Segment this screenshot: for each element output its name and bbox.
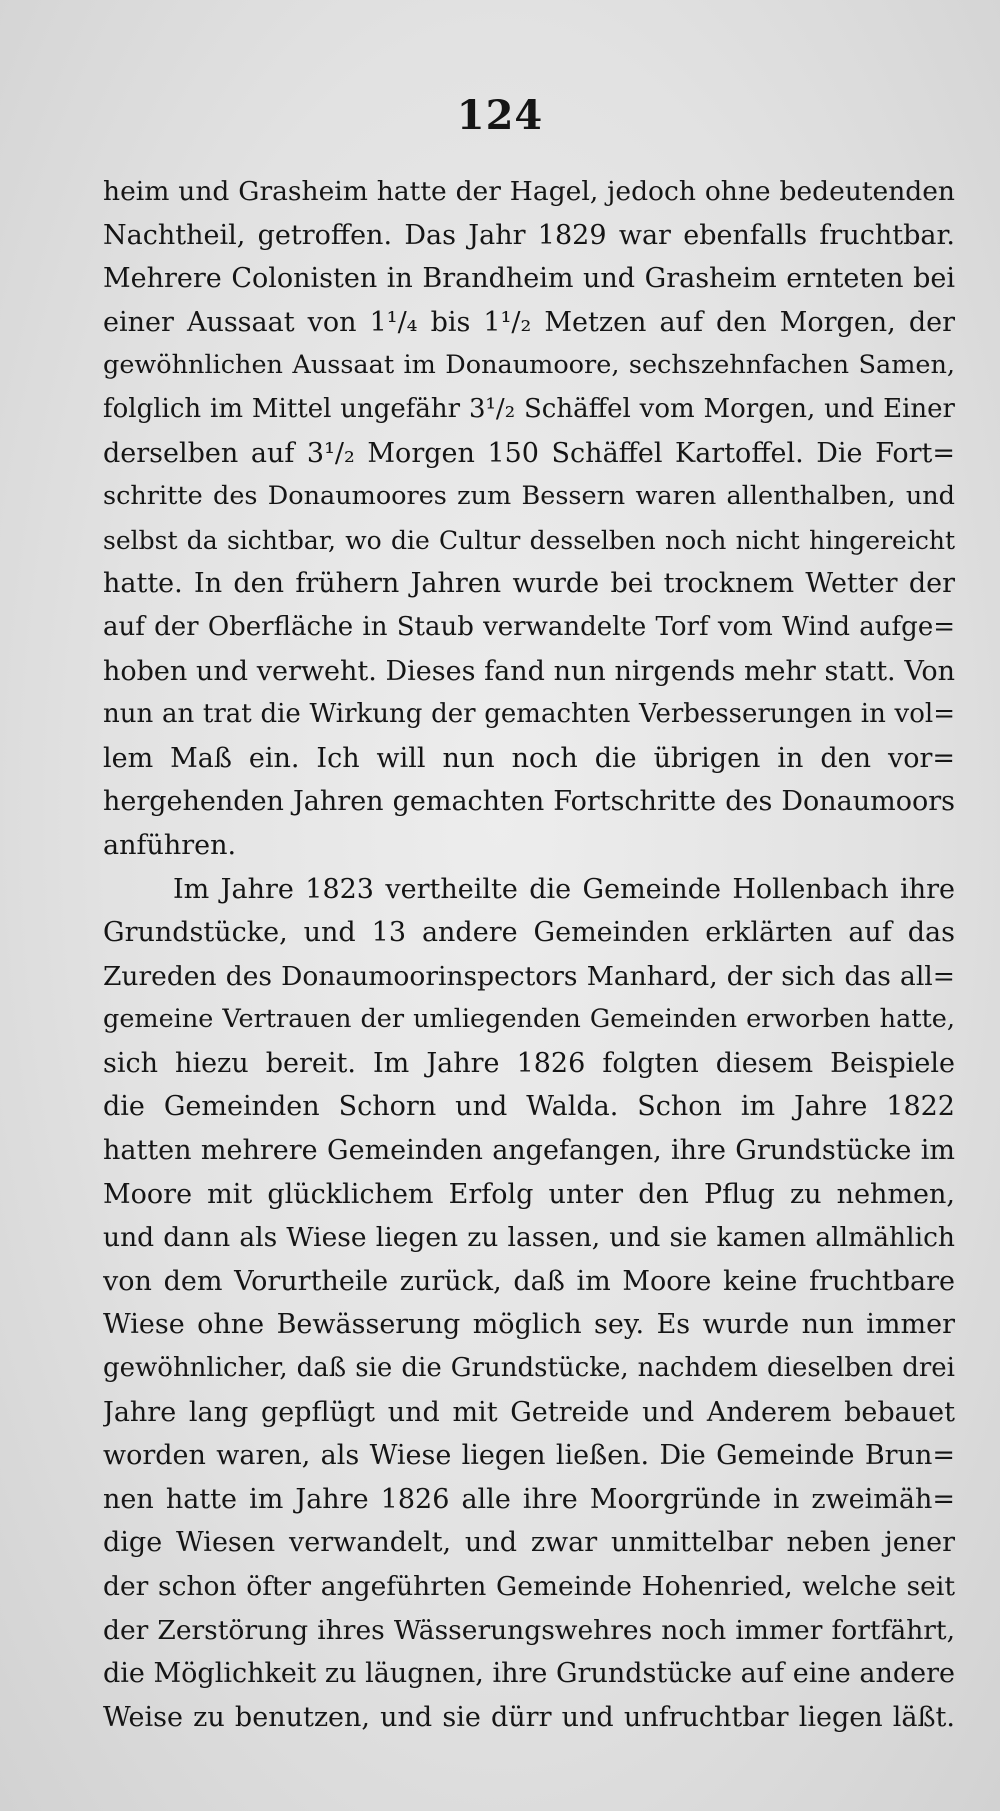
text-line: anführen. bbox=[103, 829, 237, 861]
text-line: dige Wiesen verwandelt, und zwar unmittelbar neben jener bbox=[103, 1527, 955, 1559]
text-line: lem Maß ein. Ich will nun noch die übrigen in den vor= bbox=[103, 742, 955, 774]
text-line: die Möglichkeit zu läugnen, ihre Grundstücke auf eine andere bbox=[103, 1658, 955, 1690]
body-text bbox=[103, 170, 955, 1739]
text-line: nen hatte im Jahre 1826 alle ihre Moorgründe in zweimäh= bbox=[103, 1483, 955, 1515]
text-line: die Gemeinden Schorn und Walda. Schon im Jahre 1822 bbox=[103, 1091, 955, 1123]
text-line: gewöhnlichen Aussaat im Donaumoore, sechszehnfachen Samen, bbox=[103, 350, 955, 381]
text-line: auf der Oberfläche in Staub verwandelte Torf vom Wind aufge= bbox=[103, 611, 955, 642]
text-line: hatte. In den frühern Jahren wurde bei trocknem Wetter der bbox=[103, 568, 955, 600]
text-line: derselben auf 3¹/₂ Morgen 150 Schäffel Kartoffel. Die Fort= bbox=[103, 437, 955, 469]
text-line: gewöhnlicher, daß sie die Grundstücke, nachdem dieselben drei bbox=[103, 1353, 955, 1384]
text-line: sich hiezu bereit. Im Jahre 1826 folgten diesem Beispiele bbox=[103, 1047, 955, 1079]
text-line: der Zerstörung ihres Wässerungswehres noch immer fortfährt, bbox=[103, 1614, 955, 1646]
text-line: und dann als Wiese liegen zu lassen, und sie kamen allmählich bbox=[103, 1222, 955, 1254]
text-line: einer Aussaat von 1¹/₄ bis 1¹/₂ Metzen auf den Morgen, der bbox=[103, 306, 955, 338]
text-line: Weise zu benutzen, und sie dürr und unfruchtbar liegen läßt. bbox=[103, 1701, 955, 1733]
text-line: Jahre lang gepflügt und mit Getreide und Anderem bebauet bbox=[103, 1396, 955, 1428]
text-line: schritte des Donaumoores zum Bessern waren allenthalben, und bbox=[103, 481, 955, 512]
text-line: hergehenden Jahren gemachten Fortschritte des Donaumoors bbox=[103, 786, 955, 818]
text-line: hoben und verweht. Dieses fand nun nirgends mehr statt. Von bbox=[103, 655, 955, 687]
text-line: gemeine Vertrauen der umliegenden Gemeinden erworben hatte, bbox=[103, 1004, 955, 1035]
text-line: Wiese ohne Bewässerung möglich sey. Es wurde nun immer bbox=[103, 1309, 955, 1341]
text-line: Moore mit glücklichem Erfolg unter den Pflug zu nehmen, bbox=[103, 1178, 955, 1210]
text-line: Grundstücke, und 13 andere Gemeinden erklärten auf das bbox=[103, 917, 955, 949]
text-line: Zureden des Donaumoorinspectors Manhard, der sich das all= bbox=[103, 960, 955, 992]
text-line: Nachtheil, getroffen. Das Jahr 1829 war ebenfalls fruchtbar. bbox=[103, 219, 955, 251]
text-line: der schon öfter angeführten Gemeinde Hohenried, welche seit bbox=[103, 1571, 955, 1602]
text-line: folglich im Mittel ungefähr 3¹/₂ Schäffel vom Morgen, und Einer bbox=[103, 393, 955, 424]
page-number: 124 bbox=[456, 92, 544, 139]
text-line: hatten mehrere Gemeinden angefangen, ihre Grundstücke im bbox=[103, 1135, 955, 1167]
text-line: selbst da sichtbar, wo die Cultur desselben noch nicht hingereicht bbox=[103, 525, 955, 555]
text-line: heim und Grasheim hatte der Hagel, jedoch ohne bedeutenden bbox=[103, 176, 955, 207]
text-line: nun an trat die Wirkung der gemachten Verbesserungen in vol= bbox=[103, 699, 955, 730]
text-line: von dem Vorurtheile zurück, daß im Moore keine fruchtbare bbox=[103, 1265, 955, 1297]
text-line: worden waren, als Wiese liegen ließen. Die Gemeinde Brun= bbox=[103, 1440, 955, 1472]
text-line: Mehrere Colonisten in Brandheim und Grasheim ernteten bei bbox=[103, 263, 955, 295]
paragraph-start-line: Im Jahre 1823 vertheilte die Gemeinde Hollenbach ihre bbox=[173, 873, 955, 905]
